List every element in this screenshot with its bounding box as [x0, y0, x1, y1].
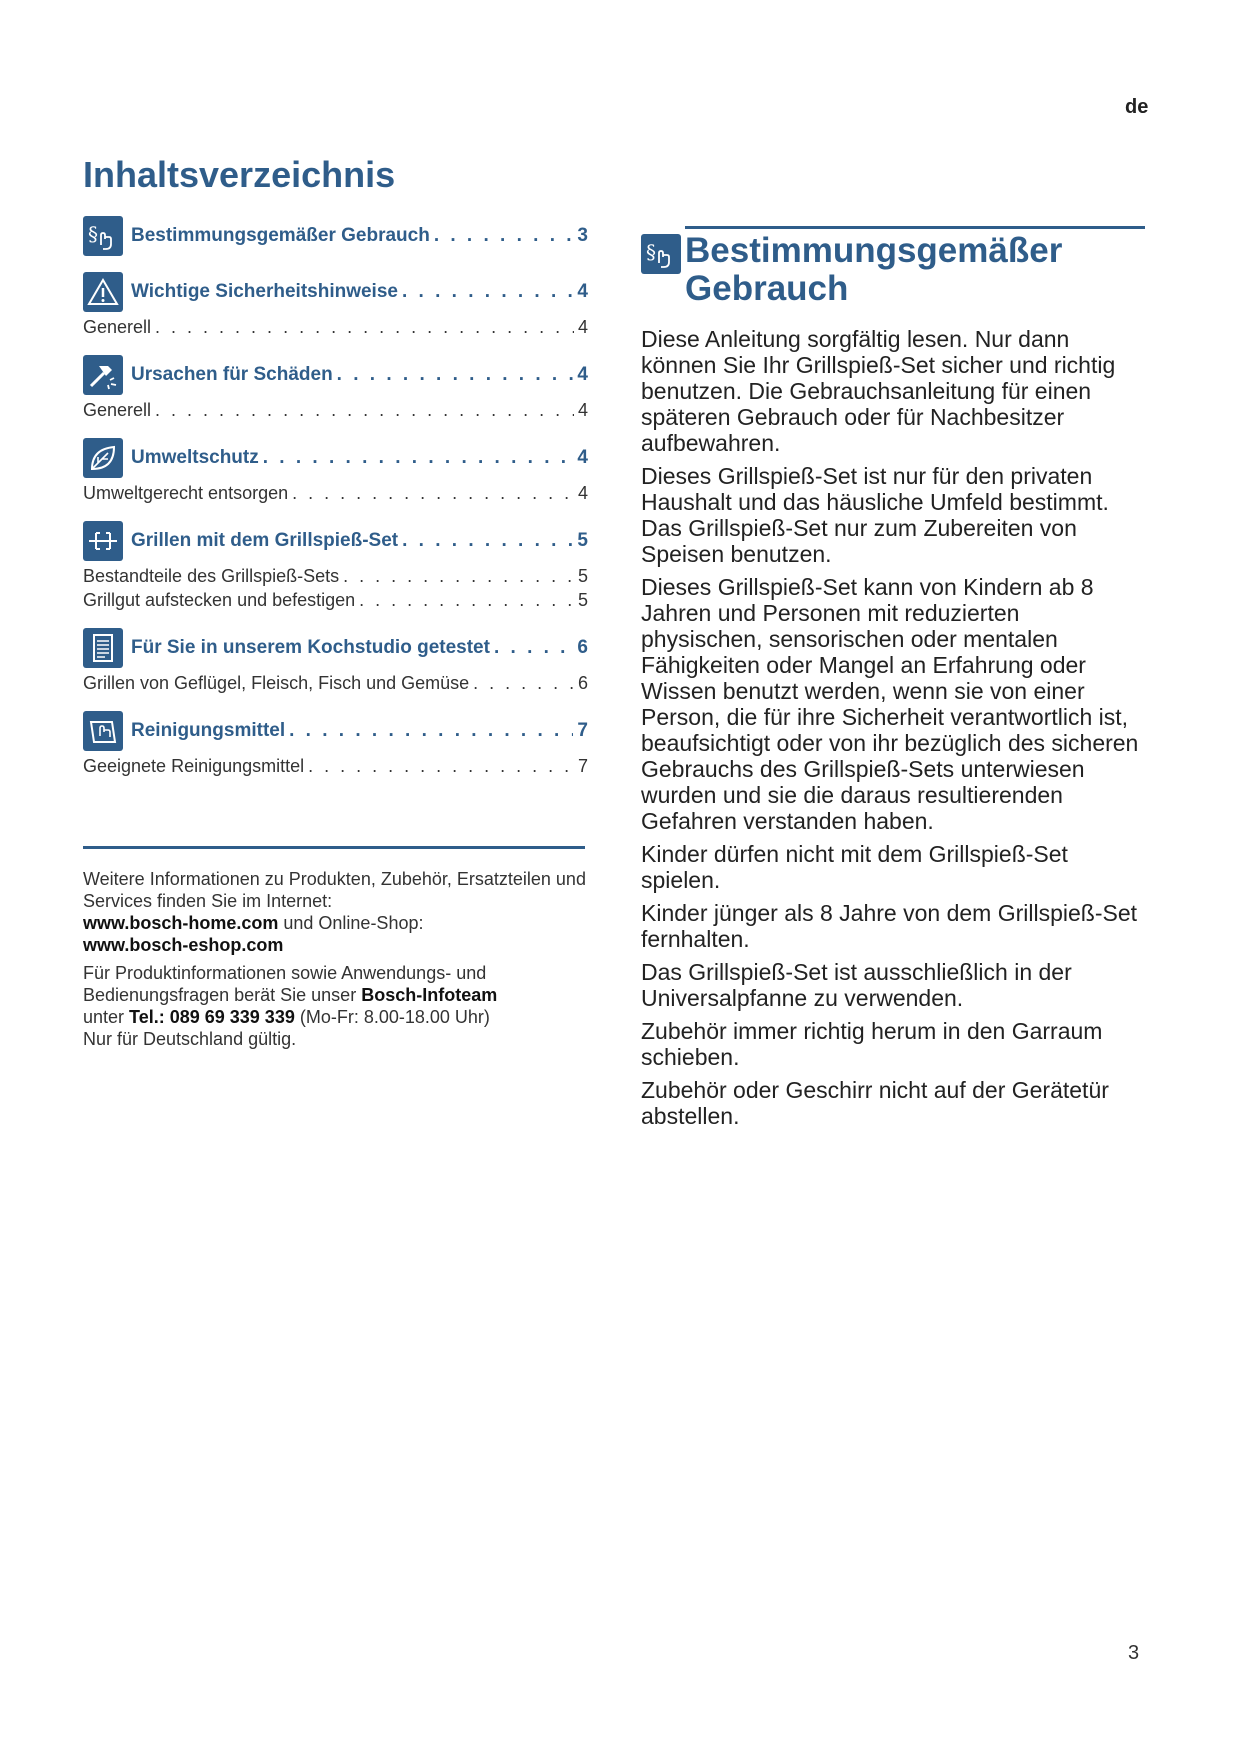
- info-block: [83, 868, 588, 1056]
- body-paragraph: Zubehör oder Geschirr nicht auf der Gerätetür abstellen.: [641, 1077, 1109, 1129]
- toc-section: [83, 438, 588, 505]
- toc-sub-page: 5: [577, 590, 588, 610]
- toc-sub-label: Bestandteile des Grillspieß-Sets: [83, 566, 340, 586]
- toc-sublink-generell[interactable]: [83, 398, 588, 422]
- toc-link-bestimmungsgemaesser-gebrauch[interactable]: [131, 225, 588, 247]
- toc-page: 4: [577, 447, 588, 468]
- toc-section: [83, 272, 588, 339]
- section-top-rule: [685, 226, 1145, 229]
- toc-sublink-generell[interactable]: [83, 315, 588, 339]
- toc-section: [83, 521, 588, 612]
- toc-link-sicherheitshinweise[interactable]: [131, 281, 588, 303]
- link-bosch-home[interactable]: www.bosch-home.com: [83, 913, 279, 933]
- phone-number[interactable]: Tel.: 089 69 339 339: [129, 1007, 295, 1027]
- info-text: Weitere Informationen zu Produkten, Zubehör, Ersatzteilen und Services finden Sie im Internet:: [83, 869, 586, 911]
- toc-sub-page: 4: [577, 483, 588, 503]
- language-code: de: [1125, 96, 1149, 118]
- info-text: und Online-Shop:: [283, 913, 424, 933]
- toc-label: Bestimmungsgemäßer Gebrauch: [131, 225, 430, 246]
- link-bosch-eshop[interactable]: www.bosch-eshop.com: [83, 935, 284, 955]
- info-text: Für Produktinformationen sowie Anwendungs- und Bedienungsfragen berät Sie unser: [83, 963, 487, 1005]
- toc-sublink-geeignete-reinigungsmittel[interactable]: [83, 754, 588, 778]
- svg-text:§: §: [646, 240, 656, 264]
- document-icon: [83, 628, 123, 668]
- toc-sub-label: Generell: [83, 400, 152, 420]
- info-divider: [83, 846, 585, 849]
- toc-sublink-grillgut-aufstecken[interactable]: [83, 588, 588, 612]
- toc-label: Reinigungsmittel: [131, 720, 286, 741]
- toc-sub-page: 6: [577, 673, 588, 693]
- toc-sub-page: 5: [577, 566, 588, 586]
- page-number: 3: [1128, 1642, 1140, 1664]
- dot-leader: [308, 754, 574, 778]
- svg-text:§: §: [88, 222, 98, 246]
- paragraph-hand-icon: [83, 216, 123, 256]
- toc-link-umweltschutz[interactable]: [131, 447, 588, 469]
- body-paragraph: Diese Anleitung sorgfältig lesen. Nur dann können Sie Ihr Grillspieß-Set sicher und richtig benutzen. Die Gebrauchsanleitung für einen späteren Gebrauch oder für Nachbesitzer aufbewahren.: [641, 326, 1116, 456]
- toc-section: [83, 711, 588, 778]
- dot-leader: [292, 481, 574, 505]
- section-title: Bestimmungsgemäßer Gebrauch: [685, 231, 1063, 308]
- body-paragraph: Das Grillspieß-Set ist ausschließlich in der Universalpfanne zu verwenden.: [641, 959, 1072, 1011]
- section-heading: [641, 232, 1146, 308]
- toc-section: [83, 216, 588, 256]
- toc-sub-label: Generell: [83, 317, 152, 337]
- toc-link-reinigungsmittel[interactable]: [131, 720, 588, 742]
- section-body: [641, 326, 1141, 1136]
- toc-sub-label: Grillgut aufstecken und befestigen: [83, 590, 356, 610]
- dot-leader: [359, 588, 574, 612]
- infoteam-name: Bosch-Infoteam: [361, 985, 498, 1005]
- dot-leader: [337, 364, 574, 386]
- dot-leader: [434, 225, 574, 247]
- toc-sublink-umweltgerecht-entsorgen[interactable]: [83, 481, 588, 505]
- info-text: unter: [83, 1007, 125, 1027]
- dot-leader: [289, 720, 573, 742]
- dot-leader: [263, 447, 574, 469]
- toc-label: Grillen mit dem Grillspieß-Set: [131, 530, 399, 551]
- body-paragraph: Dieses Grillspieß-Set ist nur für den privaten Haushalt und das häusliche Umfeld bestimmt. Das Grillspieß-Set nur zum Zubereiten von Speisen benutzen.: [641, 463, 1109, 567]
- toc-link-ursachen-fuer-schaeden[interactable]: [131, 364, 588, 386]
- toc-page: 4: [577, 281, 588, 302]
- toc-sub-label: Geeignete Reinigungsmittel: [83, 756, 305, 776]
- hammer-damage-icon: [83, 355, 123, 395]
- toc-page: 7: [577, 720, 588, 741]
- toc-sub-page: 4: [577, 400, 588, 420]
- toc-page: 5: [577, 530, 588, 551]
- toc-link-kochstudio-getestet[interactable]: [131, 637, 588, 659]
- toc-page: 4: [577, 364, 588, 385]
- info-paragraph-hotline: [83, 962, 588, 1050]
- toc-section: [83, 355, 588, 422]
- toc-sublink-bestandteile[interactable]: [83, 564, 588, 588]
- toc-link-grillen-mit-grillspiess[interactable]: [131, 530, 588, 552]
- table-of-contents: [83, 216, 588, 794]
- toc-sub-page: 4: [577, 317, 588, 337]
- dot-leader: [402, 281, 573, 303]
- body-paragraph: Zubehör immer richtig herum in den Garraum schieben.: [641, 1018, 1103, 1070]
- warning-triangle-icon: [83, 272, 123, 312]
- toc-sub-page: 7: [577, 756, 588, 776]
- toc-page: 3: [577, 225, 588, 246]
- dot-leader: [402, 530, 573, 552]
- dot-leader: [473, 671, 574, 695]
- dot-leader: [155, 398, 574, 422]
- info-paragraph-internet: [83, 868, 588, 956]
- body-paragraph: Kinder jünger als 8 Jahre von dem Grillspieß-Set fernhalten.: [641, 900, 1138, 952]
- toc-label: Ursachen für Schäden: [131, 364, 333, 385]
- service-hours: (Mo-Fr: 8.00-18.00 Uhr): [299, 1007, 490, 1027]
- rotisserie-icon: [83, 521, 123, 561]
- cleaning-cloth-icon: [83, 711, 123, 751]
- leaf-icon: [83, 438, 123, 478]
- toc-sub-label: Umweltgerecht entsorgen: [83, 483, 289, 503]
- info-note: Nur für Deutschland gültig.: [83, 1029, 297, 1049]
- toc-title: Inhaltsverzeichnis: [83, 154, 396, 195]
- paragraph-hand-icon: [641, 234, 681, 274]
- toc-label: Umweltschutz: [131, 447, 259, 468]
- toc-sublink-grillen-von-gefluegel[interactable]: [83, 671, 588, 695]
- dot-leader: [494, 637, 573, 659]
- toc-label: Wichtige Sicherheitshinweise: [131, 281, 398, 302]
- toc-label: Für Sie in unserem Kochstudio getestet: [131, 637, 490, 658]
- body-paragraph: Kinder dürfen nicht mit dem Grillspieß-Set spielen.: [641, 841, 1068, 893]
- toc-sub-label: Grillen von Geflügel, Fleisch, Fisch und Gemüse: [83, 673, 470, 693]
- body-paragraph: Dieses Grillspieß-Set kann von Kindern ab 8 Jahren und Personen mit reduzierten physischen, sensorischen oder mentalen Fähigkeiten oder Mangel an Erfahrung oder Wissen benutzt werden, wenn sie von einer Person, die für ihre Sicherheit verantwortlich ist, beaufsichtigt oder von ihr bezüglich des sicheren Gebrauchs des Grillspieß-Sets unterwiesen wurden und sie die daraus resultierenden Gefahren verstanden haben.: [641, 574, 1139, 834]
- toc-section: [83, 628, 588, 695]
- dot-leader: [343, 564, 574, 588]
- toc-page: 6: [577, 637, 588, 658]
- dot-leader: [155, 315, 574, 339]
